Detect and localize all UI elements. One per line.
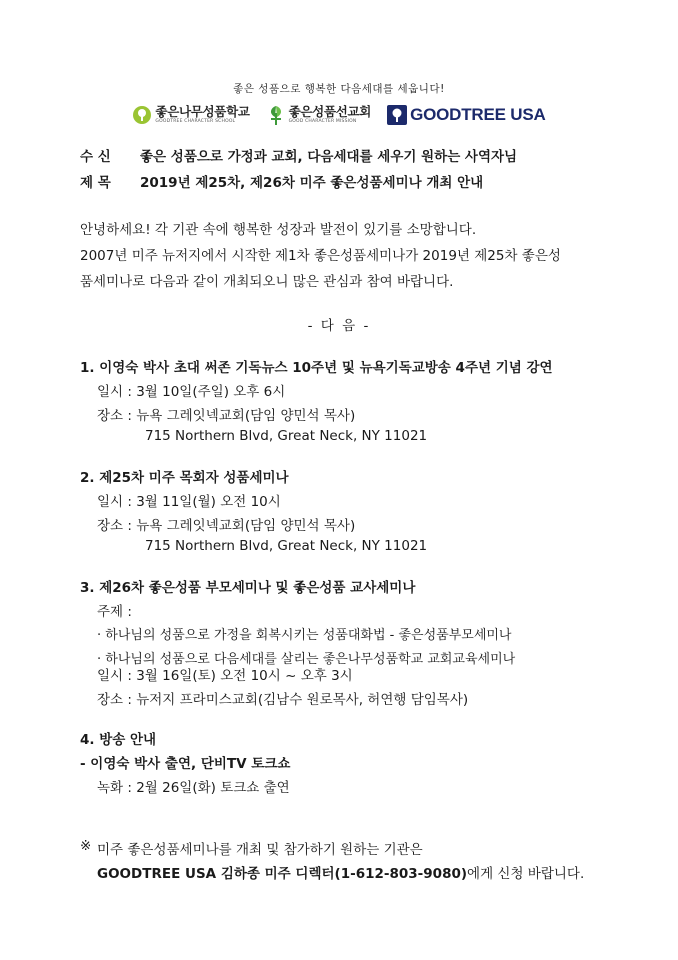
logo-mission-name: 좋은성품선교회 xyxy=(288,103,372,119)
intro-line-2: 2007년 미주 뉴저지에서 시작한 제1차 좋은성품세미나가 2019년 제25차 좋은성 xyxy=(80,248,561,264)
note-line-1: 미주 좋은성품세미나를 개최 및 참가하기 원하는 기관은 xyxy=(97,842,423,858)
logo-row xyxy=(0,101,678,129)
section-3-topic: 주제 : xyxy=(97,604,132,620)
note-contact: GOODTREE USA 김하종 미주 디렉터(1-612-803-9080) xyxy=(97,866,468,882)
subject-text: 2019년 제25차, 제26차 미주 좋은성품세미나 개최 안내 xyxy=(140,175,484,191)
logo-school-sub: GOODTREE CHARACTER SCHOOL xyxy=(155,119,236,124)
good-character-mission-logo xyxy=(266,104,371,126)
note-mark: ※ xyxy=(80,838,92,854)
goodtree-usa-icon xyxy=(387,105,407,125)
divider-heading: - 다 음 - xyxy=(307,318,371,334)
section-4-title: 4. 방송 안내 xyxy=(80,732,157,748)
goodtree-school-logo xyxy=(132,105,249,125)
section-2-address: 715 Northern Blvd, Great Neck, NY 11021 xyxy=(145,538,428,554)
intro-line-3: 품세미나로 다음과 같이 개최되오니 많은 관심과 참여 바랍니다. xyxy=(80,274,454,290)
note-line-2-rest: 에게 신청 바랍니다. xyxy=(467,866,585,882)
logo-usa-name: GOODTREE USA xyxy=(410,105,546,124)
section-4-subtitle: - 이영숙 박사 출연, 단비TV 토크쇼 xyxy=(80,756,291,772)
cross-leaf-icon xyxy=(266,104,286,126)
section-3-title: 3. 제26차 좋은성품 부모세미나 및 좋은성품 교사세미나 xyxy=(80,580,416,596)
section-3-date: 일시 : 3월 16일(토) 오전 10시 ~ 오후 3시 xyxy=(97,668,353,684)
logo-mission-sub: GOOD CHARACTER MISSION xyxy=(288,119,357,124)
section-1-address: 715 Northern Blvd, Great Neck, NY 11021 xyxy=(145,428,428,444)
tree-icon xyxy=(132,105,152,125)
section-3-place: 장소 : 뉴저지 프라미스교회(김남수 원로목사, 허연행 담임목사) xyxy=(97,692,469,708)
logo-school-name: 좋은나무성품학교 xyxy=(155,103,250,119)
subject-label: 제 목 xyxy=(80,175,111,191)
section-4-record: 녹화 : 2월 26일(화) 토크쇼 출연 xyxy=(97,780,290,796)
section-1-title: 1. 이영숙 박사 초대 써존 기독뉴스 10주년 및 뉴욕기독교방송 4주년 기념 강연 xyxy=(80,360,553,376)
recipient-text: 좋은 성품으로 가정과 교회, 다음세대를 세우기 원하는 사역자님 xyxy=(140,149,518,165)
section-3-bullet-1: · 하나님의 성품으로 가정을 회복시키는 성품대화법 - 좋은성품부모세미나 xyxy=(97,628,512,643)
section-1-date: 일시 : 3월 10일(주일) 오후 6시 xyxy=(97,384,286,400)
note-line-2 xyxy=(97,862,584,882)
section-3-bullet-2: · 하나님의 성품으로 다음세대를 살리는 좋은나무성품학교 교회교육세미나 xyxy=(97,652,516,667)
section-2-title: 2. 제25차 미주 목회자 성품세미나 xyxy=(80,470,289,486)
section-1-place: 장소 : 뉴욕 그레잇넥교회(담임 양민석 목사) xyxy=(97,408,356,424)
recipient-label: 수 신 xyxy=(80,149,111,165)
section-2-date: 일시 : 3월 11일(월) 오전 10시 xyxy=(97,494,281,510)
goodtree-usa-logo xyxy=(387,105,546,125)
section-2-place: 장소 : 뉴욕 그레잇넥교회(담임 양민석 목사) xyxy=(97,518,356,534)
intro-line-1: 안녕하세요! 각 기관 속에 행복한 성장과 발전이 있기를 소망합니다. xyxy=(80,222,477,238)
slogan: 좋은 성품으로 행복한 다음세대를 세웁니다! xyxy=(233,83,445,95)
